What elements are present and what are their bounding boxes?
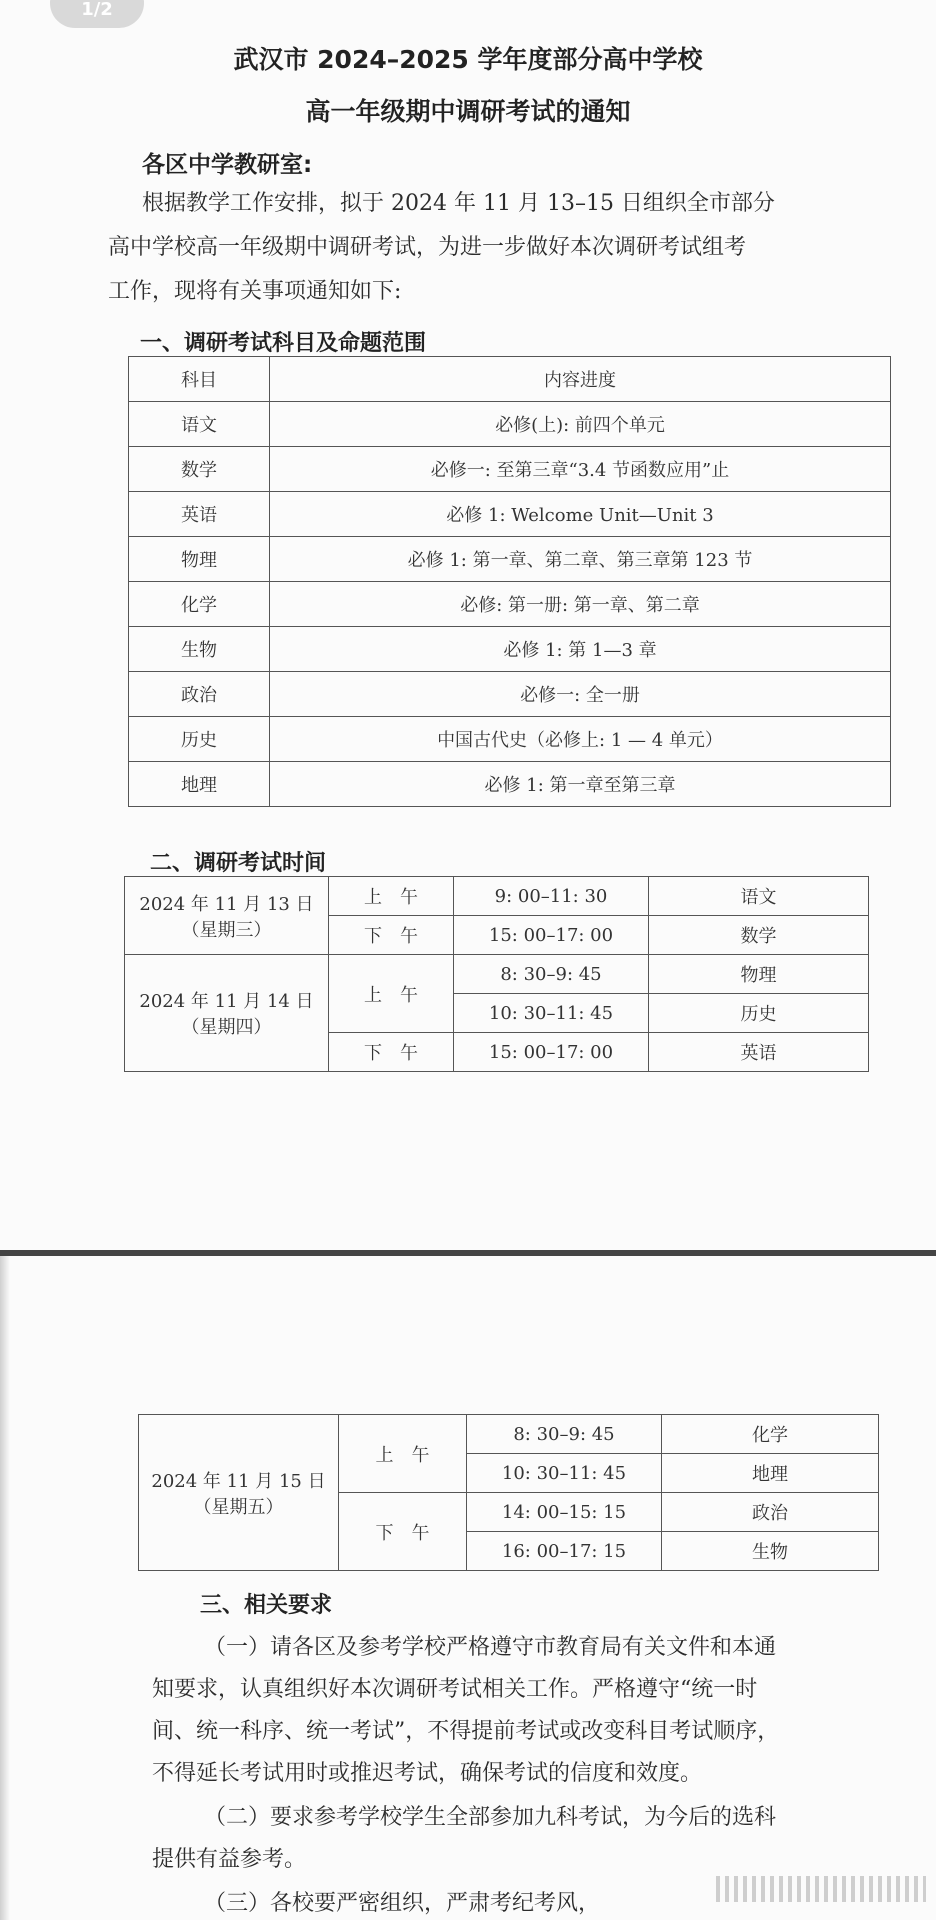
- time-cell: 16: 00–17: 15: [467, 1532, 662, 1571]
- exam-schedule-table-part1: [124, 876, 869, 1072]
- date-cell: 2024 年 11 月 15 日 （星期五）: [139, 1415, 339, 1571]
- period-cell: 上 午: [339, 1415, 467, 1493]
- period-cell: 下 午: [339, 1493, 467, 1571]
- requirement-line: 间、统一科序、统一考试”，不得提前考试或改变科目考试顺序，: [152, 1719, 780, 1744]
- page-edge-shadow: [0, 1256, 10, 1920]
- table-row: [139, 1415, 879, 1454]
- scope-cell: 必修: 第一册: 第一章、第二章: [270, 582, 891, 627]
- scope-cell: 必修 1: 第 1—3 章: [270, 627, 891, 672]
- scope-cell: 中国古代史（必修上: 1 — 4 单元）: [270, 717, 891, 762]
- time-cell: 8: 30–9: 45: [454, 955, 649, 994]
- intro-line-1: 根据教学工作安排，拟于 2024 年 11 月 13–15 日组织全市部分: [142, 191, 775, 216]
- time-cell: 9: 00–11: 30: [454, 877, 649, 916]
- time-cell: 15: 00–17: 00: [454, 1033, 649, 1072]
- time-cell: 10: 30–11: 45: [467, 1454, 662, 1493]
- requirement-line: 不得延长考试用时或推迟考试，确保考试的信度和效度。: [152, 1761, 703, 1786]
- intro-line-3: 工作，现将有关事项通知如下:: [108, 279, 402, 304]
- subject-cell: 语文: [649, 877, 869, 916]
- table-row: [129, 762, 891, 807]
- section3-heading: 三、相关要求: [200, 1593, 333, 1618]
- intro-line-2: 高中学校高一年级期中调研考试，为进一步做好本次调研考试组考: [108, 235, 747, 260]
- document-title-line-1: 武汉市 2024–2025 学年度部分高中学校: [233, 45, 703, 74]
- subject-cell: 化学: [129, 582, 270, 627]
- subject-cell: 历史: [649, 994, 869, 1033]
- table-header-row: [129, 357, 891, 402]
- requirement-line: 提供有益参考。: [152, 1847, 307, 1872]
- scope-cell: 必修(上): 前四个单元: [270, 402, 891, 447]
- table-header-cell: 内容进度: [270, 357, 891, 402]
- subject-cell: 政治: [662, 1493, 879, 1532]
- subject-cell: 化学: [662, 1415, 879, 1454]
- section1-heading: 一、调研考试科目及命题范围: [140, 331, 427, 356]
- date-cell: 2024 年 11 月 13 日 （星期三）: [125, 877, 329, 955]
- table-row: [129, 627, 891, 672]
- subject-cell: 历史: [129, 717, 270, 762]
- time-cell: 8: 30–9: 45: [467, 1415, 662, 1454]
- subject-cell: 物理: [649, 955, 869, 994]
- requirement-line: （三）各校要严密组织，严肃考纪考风，: [204, 1891, 601, 1916]
- subject-cell: 英语: [129, 492, 270, 537]
- time-cell: 15: 00–17: 00: [454, 916, 649, 955]
- subject-cell: 英语: [649, 1033, 869, 1072]
- table-row: [129, 582, 891, 627]
- subject-cell: 物理: [129, 537, 270, 582]
- subject-cell: 政治: [129, 672, 270, 717]
- table-row: [129, 717, 891, 762]
- subjects-scope-table: [128, 356, 891, 807]
- requirement-line: （一）请各区及参考学校严格遵守市教育局有关文件和本通: [204, 1635, 777, 1660]
- requirement-line: 知要求，认真组织好本次调研考试相关工作。严格遵守“统一时: [152, 1677, 758, 1702]
- time-cell: 14: 00–15: 15: [467, 1493, 662, 1532]
- salutation: 各区中学教研室:: [142, 152, 313, 178]
- subject-cell: 数学: [649, 916, 869, 955]
- document-page-2: [0, 1256, 936, 1920]
- subject-cell: 语文: [129, 402, 270, 447]
- scope-cell: 必修 1: 第一章至第三章: [270, 762, 891, 807]
- table-row: [129, 492, 891, 537]
- table-row: [129, 537, 891, 582]
- scope-cell: 必修 1: 第一章、第二章、第三章第 123 节: [270, 537, 891, 582]
- table-header-cell: 科目: [129, 357, 270, 402]
- subject-cell: 生物: [662, 1532, 879, 1571]
- table-row: [129, 402, 891, 447]
- period-cell: 下 午: [329, 1033, 454, 1072]
- table-row: [125, 877, 869, 916]
- scope-cell: 必修一: 全一册: [270, 672, 891, 717]
- section2-heading: 二、调研考试时间: [150, 851, 327, 876]
- subject-cell: 数学: [129, 447, 270, 492]
- period-cell: 下 午: [329, 916, 454, 955]
- document-title-line-2: 高一年级期中调研考试的通知: [305, 97, 631, 126]
- time-cell: 10: 30–11: 45: [454, 994, 649, 1033]
- period-cell: 上 午: [329, 955, 454, 1033]
- subject-cell: 地理: [662, 1454, 879, 1493]
- subject-cell: 生物: [129, 627, 270, 672]
- date-cell: 2024 年 11 月 14 日 （星期四）: [125, 955, 329, 1072]
- scope-cell: 必修 1: Welcome Unit—Unit 3: [270, 492, 891, 537]
- watermark-overlay: [716, 1876, 926, 1902]
- table-row: [129, 672, 891, 717]
- table-row: [129, 447, 891, 492]
- subject-cell: 地理: [129, 762, 270, 807]
- exam-schedule-table-part2: [138, 1414, 879, 1571]
- period-cell: 上 午: [329, 877, 454, 916]
- requirement-line: （二）要求参考学校学生全部参加九科考试，为今后的选科: [204, 1805, 777, 1830]
- scope-cell: 必修一: 至第三章“3.4 节函数应用”止: [270, 447, 891, 492]
- table-row: [125, 955, 869, 994]
- page-indicator-badge: 1/2: [50, 0, 144, 28]
